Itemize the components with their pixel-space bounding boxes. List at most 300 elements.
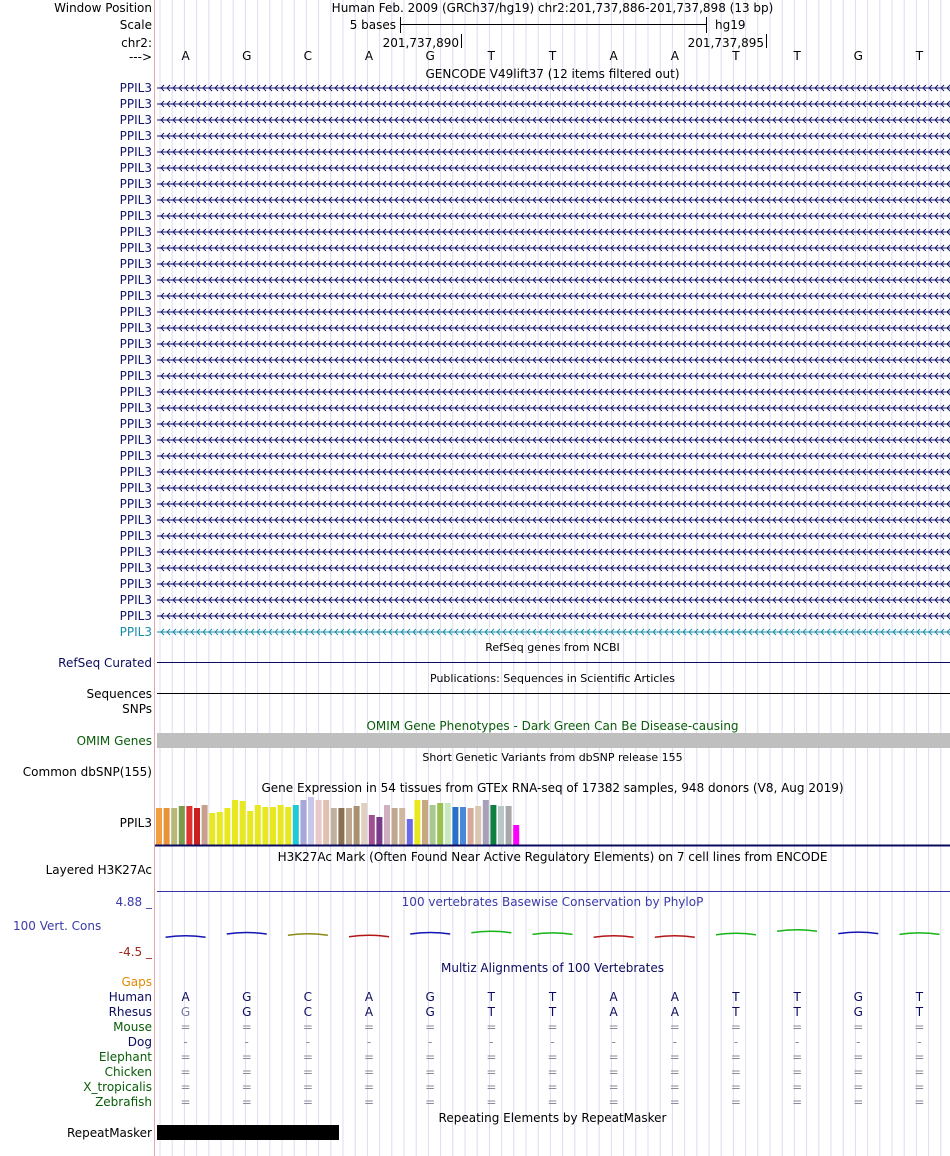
multiz-aligned-base: =	[364, 1065, 375, 1079]
gencode-transcript-arrows	[157, 469, 950, 475]
multiz-aligned-base: =	[425, 1080, 436, 1094]
gtex-tissue-bar	[186, 806, 192, 845]
multiz-aligned-base: G	[180, 1005, 191, 1019]
multiz-aligned-base: =	[425, 1020, 436, 1034]
phylop-score-mark	[471, 931, 511, 933]
sequence-base: T	[487, 49, 496, 63]
gencode-transcript[interactable]	[157, 403, 950, 413]
multiz-species-label[interactable]: X_tropicalis	[83, 1080, 152, 1094]
window-position-label: Window Position	[54, 1, 152, 15]
refseq-label[interactable]: RefSeq Curated	[58, 656, 152, 670]
gencode-transcript[interactable]	[157, 323, 950, 333]
gencode-transcript-arrows	[157, 197, 950, 203]
multiz-aligned-base: G	[853, 1005, 863, 1019]
multiz-aligned-base: =	[302, 1080, 313, 1094]
gencode-transcript[interactable]	[157, 499, 950, 509]
gtex-tissue-bar	[247, 811, 253, 845]
repeatmasker-label[interactable]: RepeatMasker	[66, 1126, 152, 1140]
gencode-transcript-arrows	[157, 85, 950, 91]
refseq-track-title[interactable]: RefSeq genes from NCBI	[485, 641, 620, 654]
phylop-score-mark	[716, 933, 756, 935]
gencode-transcript-arrows	[157, 117, 950, 123]
multiz-aligned-base: A	[181, 990, 190, 1004]
gencode-transcript[interactable]	[157, 339, 950, 349]
gtex-tissue-bar	[460, 807, 466, 845]
sequence-base: T	[793, 49, 801, 63]
multiz-aligned-base: =	[486, 1095, 497, 1109]
multiz-aligned-base: =	[425, 1065, 436, 1079]
multiz-aligned-base: =	[669, 1065, 680, 1079]
multiz-aligned-base: T	[915, 990, 924, 1004]
multiz-aligned-base: =	[730, 1080, 741, 1094]
phylop-label[interactable]: 100 Vert. Cons	[13, 919, 102, 933]
gencode-transcript-arrows	[157, 165, 950, 171]
gencode-gene-label[interactable]: PPIL3	[119, 129, 152, 143]
sequence-base: A	[181, 49, 190, 63]
multiz-aligned-base: C	[303, 1005, 313, 1019]
gtex-tissue-bar	[171, 808, 177, 845]
multiz-aligned-base: A	[670, 1005, 679, 1019]
sequence-base: T	[548, 49, 557, 63]
multiz-aligned-base: T	[732, 990, 740, 1004]
position-left-tick	[461, 34, 462, 48]
h3k27ac-baseline	[157, 891, 950, 892]
multiz-aligned-base: =	[914, 1020, 925, 1034]
gencode-gene-label[interactable]: PPIL3	[119, 321, 152, 335]
gtex-label[interactable]: PPIL3	[119, 816, 152, 830]
multiz-aligned-base: -	[183, 1035, 188, 1049]
phylop-ymin-label: -4.5 _	[118, 945, 152, 959]
multiz-aligned-base: T	[487, 1005, 496, 1019]
omim-track-title[interactable]: OMIM Gene Phenotypes - Dark Green Can Be Disease-causing	[366, 719, 739, 733]
multiz-aligned-base: =	[914, 1080, 925, 1094]
gencode-transcript-arrows	[157, 149, 950, 155]
multiz-aligned-base: =	[486, 1050, 497, 1064]
gencode-gene-label[interactable]: PPIL3	[119, 353, 152, 367]
gencode-transcript-arrows	[157, 597, 950, 603]
multiz-track-title[interactable]: Multiz Alignments of 100 Vertebrates	[440, 961, 665, 975]
gencode-transcript[interactable]	[157, 563, 950, 573]
gencode-gene-label[interactable]: PPIL3	[119, 289, 152, 303]
gtex-tissue-bar	[414, 800, 420, 845]
multiz-aligned-base: =	[792, 1020, 803, 1034]
multiz-aligned-base: T	[548, 990, 557, 1004]
multiz-aligned-base: A	[670, 990, 679, 1004]
multiz-species-label[interactable]: Zebrafish	[95, 1095, 152, 1109]
publications-label-sequences[interactable]: Sequences	[86, 687, 152, 701]
gencode-transcript-arrows	[157, 341, 950, 347]
multiz-species-label[interactable]: Chicken	[104, 1065, 152, 1079]
gencode-gene-label[interactable]: PPIL3	[119, 465, 152, 479]
gencode-transcript-arrows	[157, 229, 950, 235]
multiz-aligned-base: G	[425, 1005, 435, 1019]
refseq-gene-line[interactable]	[157, 662, 950, 663]
multiz-aligned-base: A	[609, 1005, 618, 1019]
gtex-tissue-bar	[323, 800, 329, 845]
gtex-tissue-bar	[506, 806, 512, 845]
sequence-base: A	[609, 49, 618, 63]
gencode-gene-label[interactable]: PPIL3	[119, 337, 152, 351]
gencode-transcript[interactable]	[157, 419, 950, 429]
multiz-aligned-base: =	[486, 1065, 497, 1079]
gtex-tissue-bar	[407, 819, 413, 845]
multiz-aligned-base: =	[608, 1065, 619, 1079]
position-right-text: 201,737,895	[687, 36, 764, 50]
gtex-tissue-bar	[224, 808, 230, 845]
gencode-transcript[interactable]	[157, 259, 950, 269]
gencode-transcript[interactable]	[157, 163, 950, 173]
gencode-gene-label[interactable]: PPIL3	[119, 385, 152, 399]
multiz-aligned-base: =	[547, 1080, 558, 1094]
multiz-species-label[interactable]: Human	[108, 990, 152, 1004]
multiz-aligned-base: =	[853, 1080, 864, 1094]
multiz-aligned-base: -	[489, 1035, 494, 1049]
gtex-tissue-bar	[217, 812, 223, 845]
multiz-aligned-base: =	[547, 1065, 558, 1079]
multiz-aligned-base: =	[914, 1095, 925, 1109]
gencode-transcript[interactable]	[157, 579, 950, 589]
sequence-base: G	[853, 49, 863, 63]
gtex-tissue-bar	[240, 801, 246, 845]
gencode-gene-label[interactable]: PPIL3	[119, 593, 152, 607]
gencode-transcript-arrows	[157, 485, 950, 491]
multiz-aligned-base: -	[305, 1035, 311, 1049]
gtex-tissue-bar	[270, 807, 276, 845]
gencode-transcript-arrows	[157, 533, 950, 539]
gencode-gene-label[interactable]: PPIL3	[119, 577, 152, 591]
gencode-transcript[interactable]	[157, 371, 950, 381]
gtex-tissue-bar	[255, 805, 261, 845]
repeatmasker-element-bar[interactable]	[157, 1125, 339, 1140]
phylop-score-mark	[655, 936, 695, 938]
gencode-gene-label[interactable]: PPIL3	[119, 545, 152, 559]
multiz-aligned-base: =	[241, 1095, 252, 1109]
phylop-score-mark	[349, 935, 389, 937]
gencode-gene-label[interactable]: PPIL3	[119, 369, 152, 383]
gtex-tissue-bar	[445, 803, 451, 845]
multiz-aligned-base: A	[364, 1005, 374, 1019]
dbsnp-track-title[interactable]: Short Genetic Variants from dbSNP release 155	[422, 751, 683, 764]
multiz-aligned-base: =	[547, 1020, 558, 1034]
gencode-gene-label[interactable]: PPIL3	[119, 625, 152, 639]
gtex-tissue-bar	[202, 805, 208, 845]
multiz-aligned-base: G	[242, 1005, 252, 1019]
multiz-aligned-base: =	[669, 1050, 680, 1064]
gencode-track-title[interactable]: GENCODE V49lift37 (12 items filtered out)	[425, 67, 680, 81]
gencode-transcript-arrows	[157, 613, 950, 619]
gencode-gene-label[interactable]: PPIL3	[119, 497, 152, 511]
gencode-transcript[interactable]	[157, 451, 950, 461]
gencode-gene-label[interactable]: PPIL3	[119, 257, 152, 271]
label-column-separator	[154, 0, 155, 1156]
repeatmasker-track-title[interactable]: Repeating Elements by RepeatMasker	[438, 1111, 667, 1125]
gencode-gene-label[interactable]: PPIL3	[119, 193, 152, 207]
gtex-tissue-bar	[452, 807, 458, 845]
gtex-tissue-bar	[331, 808, 337, 845]
multiz-aligned-base: G	[242, 990, 252, 1004]
multiz-aligned-base: =	[730, 1065, 741, 1079]
sequence-base: T	[732, 49, 740, 63]
gencode-transcript[interactable]	[157, 195, 950, 205]
gtex-tissue-bar	[384, 805, 390, 845]
multiz-aligned-base: =	[730, 1050, 741, 1064]
gencode-gene-label[interactable]: PPIL3	[119, 529, 152, 543]
gencode-transcript[interactable]	[157, 515, 950, 525]
gtex-tissue-bar	[475, 806, 481, 845]
gencode-transcript[interactable]	[157, 435, 950, 445]
gencode-gene-label[interactable]: PPIL3	[119, 305, 152, 319]
phylop-plot[interactable]	[155, 918, 950, 948]
multiz-aligned-base: A	[364, 990, 374, 1004]
gencode-gene-label[interactable]: PPIL3	[119, 97, 152, 111]
gtex-tissue-bar	[392, 808, 398, 845]
gtex-tissue-bar	[316, 800, 322, 845]
gencode-transcript-arrows	[157, 181, 950, 187]
gencode-gene-label[interactable]: PPIL3	[119, 81, 152, 95]
phylop-score-mark	[166, 936, 206, 938]
gencode-transcript[interactable]	[157, 243, 950, 253]
strand-label: --->	[128, 50, 152, 64]
gtex-tissue-bar	[338, 808, 344, 845]
multiz-aligned-base: =	[730, 1095, 741, 1109]
gencode-transcript[interactable]	[157, 115, 950, 125]
multiz-aligned-base: G	[853, 990, 863, 1004]
gencode-transcript[interactable]	[157, 99, 950, 109]
phylop-score-mark	[227, 933, 267, 935]
gtex-tissue-bar	[490, 805, 496, 845]
gtex-track-title[interactable]: Gene Expression in 54 tissues from GTEx RNA-seq of 17382 samples, 948 donors (V8, Aug 2019)	[261, 781, 844, 795]
gtex-tissue-bar	[369, 815, 375, 845]
gtex-tissue-bar	[483, 800, 489, 845]
gencode-gene-label[interactable]: PPIL3	[119, 177, 152, 191]
multiz-aligned-base: T	[487, 990, 496, 1004]
multiz-aligned-base: =	[792, 1095, 803, 1109]
multiz-aligned-base: =	[486, 1080, 497, 1094]
gencode-transcript[interactable]	[157, 211, 950, 221]
gencode-gene-label[interactable]: PPIL3	[119, 145, 152, 159]
gtex-tissue-bar	[209, 813, 215, 845]
multiz-species-label[interactable]: Mouse	[113, 1020, 152, 1034]
gencode-transcript-arrows	[157, 453, 950, 459]
gtex-tissue-bar	[156, 808, 162, 845]
gencode-transcript-arrows	[157, 629, 950, 635]
multiz-aligned-base: =	[302, 1065, 313, 1079]
gencode-gene-label[interactable]: PPIL3	[119, 561, 152, 575]
phylop-score-mark	[594, 936, 634, 938]
publications-label-snps[interactable]: SNPs	[122, 702, 152, 716]
multiz-aligned-base: =	[425, 1050, 436, 1064]
gtex-tissue-bar	[361, 803, 367, 845]
phylop-score-mark	[288, 934, 328, 936]
h3k27ac-track-title[interactable]: H3K27Ac Mark (Often Found Near Active Regulatory Elements) on 7 cell lines from ENCODE	[277, 850, 828, 864]
gencode-transcript[interactable]	[157, 355, 950, 365]
multiz-aligned-base: =	[364, 1050, 375, 1064]
multiz-aligned-base: =	[608, 1050, 619, 1064]
multiz-aligned-base: T	[732, 1005, 740, 1019]
phylop-track-title[interactable]: 100 vertebrates Basewise Conservation by PhyloP	[401, 895, 704, 909]
gtex-tissue-bar	[262, 807, 268, 845]
omim-label[interactable]: OMIM Genes	[76, 734, 152, 748]
multiz-aligned-base: -	[733, 1035, 739, 1049]
gencode-gene-label[interactable]: PPIL3	[119, 609, 152, 623]
gtex-tissue-bar	[278, 805, 284, 845]
gencode-gene-label[interactable]: PPIL3	[119, 241, 152, 255]
gencode-transcript[interactable]	[157, 627, 950, 637]
window-position-value[interactable]: Human Feb. 2009 (GRCh37/hg19) chr2:201,737,886-201,737,898 (13 bp)	[331, 1, 774, 15]
gtex-tissue-bar	[437, 803, 443, 845]
gencode-transcript-arrows	[157, 101, 950, 107]
gencode-transcript[interactable]	[157, 147, 950, 157]
multiz-aligned-base: =	[302, 1050, 313, 1064]
gencode-transcript-arrows	[157, 501, 950, 507]
multiz-aligned-base: -	[244, 1035, 249, 1049]
multiz-aligned-base: =	[608, 1080, 619, 1094]
gencode-gene-label[interactable]: PPIL3	[119, 225, 152, 239]
gencode-transcript-arrows	[157, 325, 950, 331]
multiz-aligned-base: =	[547, 1095, 558, 1109]
gencode-gene-label[interactable]: PPIL3	[119, 449, 152, 463]
multiz-aligned-base: -	[550, 1035, 555, 1049]
sequence-base: C	[303, 49, 313, 63]
multiz-aligned-base: =	[425, 1095, 436, 1109]
gencode-gene-label[interactable]: PPIL3	[119, 209, 152, 223]
gencode-transcript-arrows	[157, 245, 950, 251]
multiz-aligned-base: -	[794, 1035, 800, 1049]
gencode-transcript-arrows	[157, 565, 950, 571]
gencode-transcript[interactable]	[157, 387, 950, 397]
multiz-aligned-base: =	[241, 1065, 252, 1079]
position-right-tick	[766, 34, 767, 48]
multiz-aligned-base: =	[364, 1095, 375, 1109]
gencode-transcript-arrows	[157, 293, 950, 299]
multiz-aligned-base: =	[669, 1020, 680, 1034]
phylop-score-mark	[410, 933, 450, 935]
gencode-transcript-arrows	[157, 373, 950, 379]
multiz-aligned-base: -	[856, 1035, 861, 1049]
sequence-base: A	[364, 49, 374, 63]
multiz-aligned-base: =	[914, 1050, 925, 1064]
gtex-tissue-bar	[179, 806, 185, 845]
gencode-transcript[interactable]	[157, 483, 950, 493]
omim-gene-bar[interactable]	[157, 733, 950, 748]
gencode-transcript[interactable]	[157, 595, 950, 605]
gtex-bar-chart[interactable]	[155, 795, 950, 847]
phylop-score-mark	[899, 933, 939, 935]
scale-bar-left-tick	[400, 17, 401, 33]
gtex-tissue-bar	[468, 808, 474, 845]
publications-track-title[interactable]: Publications: Sequences in Scientific Articles	[430, 672, 675, 685]
scale-bases-text: 5 bases	[349, 18, 396, 32]
multiz-aligned-base: =	[914, 1065, 925, 1079]
gencode-gene-label[interactable]: PPIL3	[119, 273, 152, 287]
gtex-tissue-bar	[346, 808, 352, 845]
dbsnp-label[interactable]: Common dbSNP(155)	[22, 765, 152, 779]
scale-assembly-text: hg19	[715, 18, 746, 32]
gencode-transcript-arrows	[157, 309, 950, 315]
gencode-gene-label[interactable]: PPIL3	[119, 401, 152, 415]
gencode-gene-label[interactable]: PPIL3	[119, 433, 152, 447]
gtex-tissue-bar	[399, 808, 405, 845]
multiz-aligned-base: =	[302, 1020, 313, 1034]
gencode-transcript[interactable]	[157, 131, 950, 141]
gtex-tissue-bar	[498, 806, 504, 845]
gtex-tissue-bar	[422, 800, 428, 845]
multiz-aligned-base: T	[793, 1005, 801, 1019]
scale-bar-right-tick	[706, 17, 707, 33]
gencode-transcript[interactable]	[157, 611, 950, 621]
gencode-gene-label[interactable]: PPIL3	[119, 113, 152, 127]
sequence-base: T	[915, 49, 924, 63]
multiz-aligned-base: =	[180, 1050, 191, 1064]
sequence-base: A	[670, 49, 679, 63]
gtex-tissue-bar	[300, 800, 306, 845]
multiz-aligned-base: =	[853, 1020, 864, 1034]
sequence-base: G	[242, 49, 252, 63]
scale-bar	[400, 24, 706, 25]
gencode-transcript-arrows	[157, 389, 950, 395]
multiz-aligned-base: -	[672, 1035, 677, 1049]
gencode-transcript-arrows	[157, 277, 950, 283]
gencode-transcript[interactable]	[157, 227, 950, 237]
sequence-base: G	[425, 49, 435, 63]
gencode-transcript[interactable]	[157, 83, 950, 93]
multiz-aligned-base: =	[853, 1065, 864, 1079]
multiz-species-label[interactable]: Elephant	[98, 1050, 152, 1064]
gencode-gene-label[interactable]: PPIL3	[119, 161, 152, 175]
multiz-aligned-base: =	[180, 1080, 191, 1094]
multiz-species-label[interactable]: Dog	[127, 1035, 152, 1049]
gencode-transcript[interactable]	[157, 275, 950, 285]
gencode-transcript[interactable]	[157, 291, 950, 301]
multiz-aligned-base: =	[853, 1095, 864, 1109]
gencode-transcript[interactable]	[157, 467, 950, 477]
multiz-aligned-base: =	[608, 1095, 619, 1109]
gencode-transcript-arrows	[157, 581, 950, 587]
gencode-transcript-arrows	[157, 261, 950, 267]
multiz-aligned-base: =	[180, 1095, 191, 1109]
gencode-gene-label[interactable]: PPIL3	[119, 481, 152, 495]
gtex-tissue-bar	[293, 805, 299, 845]
h3k27ac-label[interactable]: Layered H3K27Ac	[45, 863, 152, 877]
gtex-tissue-bar	[285, 807, 291, 845]
multiz-aligned-base: =	[241, 1080, 252, 1094]
gencode-transcript[interactable]	[157, 547, 950, 557]
gencode-gene-label[interactable]: PPIL3	[119, 513, 152, 527]
multiz-gaps-label[interactable]: Gaps	[121, 975, 152, 989]
multiz-aligned-base: =	[792, 1050, 803, 1064]
multiz-aligned-base: =	[364, 1080, 375, 1094]
multiz-aligned-base: =	[792, 1065, 803, 1079]
phylop-ymax-label: 4.88 _	[115, 895, 152, 909]
gencode-transcript-arrows	[157, 357, 950, 363]
multiz-aligned-base: -	[428, 1035, 433, 1049]
multiz-species-label[interactable]: Rhesus	[108, 1005, 152, 1019]
phylop-score-mark	[533, 933, 573, 935]
phylop-score-mark	[838, 932, 878, 934]
multiz-aligned-base: =	[608, 1020, 619, 1034]
gencode-gene-label[interactable]: PPIL3	[119, 417, 152, 431]
gencode-transcript-arrows	[157, 213, 950, 219]
gencode-transcript[interactable]	[157, 307, 950, 317]
multiz-aligned-base: =	[241, 1020, 252, 1034]
multiz-aligned-base: =	[364, 1020, 375, 1034]
gencode-transcript[interactable]	[157, 179, 950, 189]
gtex-tissue-bar	[232, 800, 238, 845]
gencode-transcript[interactable]	[157, 531, 950, 541]
publications-line[interactable]	[157, 693, 950, 694]
multiz-aligned-base: -	[611, 1035, 616, 1049]
gtex-tissue-bar	[513, 825, 519, 845]
